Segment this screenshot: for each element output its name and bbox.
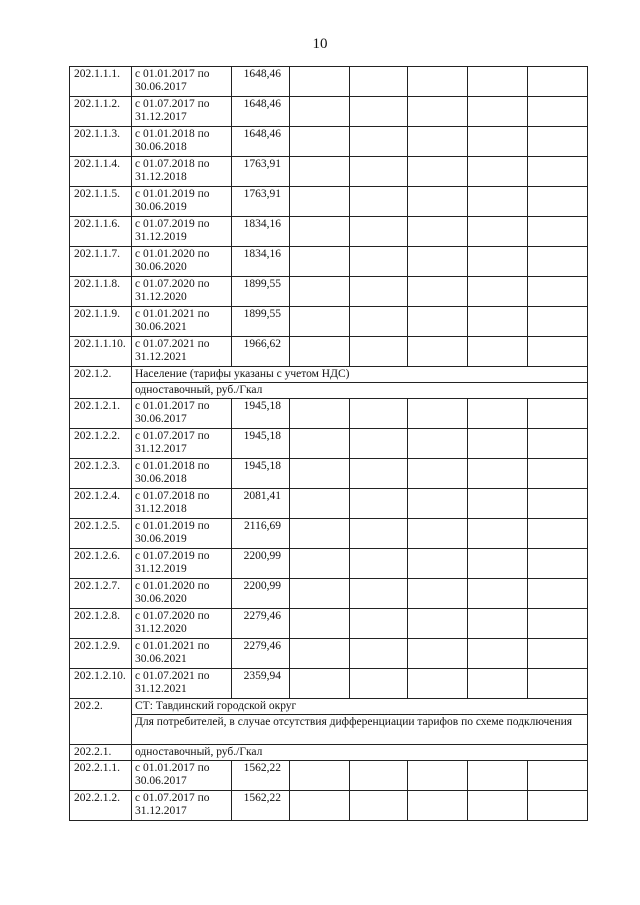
empty-cell: [408, 489, 468, 519]
row-code: 202.1.1.3.: [70, 127, 132, 157]
table-row: [70, 247, 588, 277]
row-period: с 01.01.2020 по 30.06.2020: [132, 247, 232, 277]
empty-cell: [528, 67, 588, 97]
row-period: с 01.07.2019 по 31.12.2019: [132, 549, 232, 579]
row-period: с 01.01.2018 по 30.06.2018: [132, 459, 232, 489]
row-value: 1763,91: [232, 157, 290, 187]
empty-cell: [408, 67, 468, 97]
empty-cell: [408, 579, 468, 609]
empty-cell: [290, 459, 350, 489]
empty-cell: [350, 217, 408, 247]
empty-cell: [528, 459, 588, 489]
row-period: с 01.07.2017 по 31.12.2017: [132, 429, 232, 459]
row-value: 1648,46: [232, 67, 290, 97]
empty-cell: [468, 669, 528, 699]
table-row: [70, 459, 588, 489]
table-row: [70, 97, 588, 127]
empty-cell: [290, 609, 350, 639]
row-code: 202.1.2.1.: [70, 399, 132, 429]
row-value: 1562,22: [232, 761, 290, 791]
empty-cell: [408, 277, 468, 307]
empty-cell: [290, 519, 350, 549]
empty-cell: [290, 639, 350, 669]
empty-cell: [350, 399, 408, 429]
empty-cell: [468, 307, 528, 337]
table-row: [70, 307, 588, 337]
empty-cell: [408, 307, 468, 337]
section-code: 202.2.: [70, 699, 132, 745]
empty-cell: [468, 579, 528, 609]
empty-cell: [468, 429, 528, 459]
section-subtitle: одноставочный, руб./Гкал: [132, 383, 588, 399]
empty-cell: [350, 337, 408, 367]
empty-cell: [528, 307, 588, 337]
empty-cell: [468, 187, 528, 217]
empty-cell: [468, 217, 528, 247]
empty-cell: [290, 67, 350, 97]
empty-cell: [350, 247, 408, 277]
table-row: [70, 761, 588, 791]
section-subtitle: Для потребителей, в случае отсутствия дифференциации тарифов по схеме подключения: [132, 715, 588, 745]
row-value: 1945,18: [232, 459, 290, 489]
row-value: 1648,46: [232, 127, 290, 157]
row-period: с 01.01.2019 по 30.06.2019: [132, 187, 232, 217]
row-period: с 01.07.2020 по 31.12.2020: [132, 609, 232, 639]
empty-cell: [408, 519, 468, 549]
empty-cell: [528, 639, 588, 669]
row-value: 1945,18: [232, 399, 290, 429]
row-value: 2200,99: [232, 549, 290, 579]
empty-cell: [408, 337, 468, 367]
empty-cell: [290, 187, 350, 217]
empty-cell: [408, 217, 468, 247]
empty-cell: [350, 187, 408, 217]
empty-cell: [528, 97, 588, 127]
empty-cell: [290, 217, 350, 247]
empty-cell: [408, 429, 468, 459]
section-row-202-2-1: [70, 745, 588, 761]
empty-cell: [350, 459, 408, 489]
empty-cell: [528, 519, 588, 549]
section-title: Население (тарифы указаны с учетом НДС): [132, 367, 588, 383]
section-subtitle-row: [70, 715, 588, 745]
empty-cell: [408, 639, 468, 669]
empty-cell: [350, 429, 408, 459]
row-value: 2279,46: [232, 609, 290, 639]
empty-cell: [468, 791, 528, 821]
empty-cell: [468, 761, 528, 791]
row-code: 202.1.1.2.: [70, 97, 132, 127]
empty-cell: [408, 157, 468, 187]
table-row: [70, 217, 588, 247]
empty-cell: [290, 669, 350, 699]
row-value: 1562,22: [232, 791, 290, 821]
empty-cell: [408, 187, 468, 217]
row-period: с 01.07.2018 по 31.12.2018: [132, 489, 232, 519]
row-code: 202.1.1.5.: [70, 187, 132, 217]
empty-cell: [468, 549, 528, 579]
empty-cell: [408, 549, 468, 579]
row-code: 202.1.1.7.: [70, 247, 132, 277]
row-period: с 01.01.2019 по 30.06.2019: [132, 519, 232, 549]
row-value: 1834,16: [232, 247, 290, 277]
section-row-202-2: [70, 699, 588, 715]
table-row: [70, 549, 588, 579]
row-code: 202.1.1.8.: [70, 277, 132, 307]
row-value: 2081,41: [232, 489, 290, 519]
empty-cell: [408, 609, 468, 639]
empty-cell: [290, 127, 350, 157]
row-code: 202.2.1.2.: [70, 791, 132, 821]
table-row: [70, 791, 588, 821]
empty-cell: [528, 549, 588, 579]
row-code: 202.1.1.9.: [70, 307, 132, 337]
row-code: 202.1.2.2.: [70, 429, 132, 459]
empty-cell: [408, 459, 468, 489]
empty-cell: [350, 277, 408, 307]
empty-cell: [350, 791, 408, 821]
empty-cell: [528, 791, 588, 821]
empty-cell: [528, 761, 588, 791]
row-period: с 01.01.2020 по 30.06.2020: [132, 579, 232, 609]
empty-cell: [528, 217, 588, 247]
empty-cell: [468, 337, 528, 367]
empty-cell: [350, 97, 408, 127]
empty-cell: [468, 489, 528, 519]
empty-cell: [408, 399, 468, 429]
row-period: с 01.07.2020 по 31.12.2020: [132, 277, 232, 307]
empty-cell: [350, 579, 408, 609]
empty-cell: [290, 579, 350, 609]
empty-cell: [290, 399, 350, 429]
row-code: 202.1.2.7.: [70, 579, 132, 609]
tariff-table: [69, 66, 588, 821]
row-code: 202.1.2.3.: [70, 459, 132, 489]
table-row: [70, 519, 588, 549]
row-code: 202.1.2.6.: [70, 549, 132, 579]
table-row: [70, 669, 588, 699]
empty-cell: [290, 277, 350, 307]
empty-cell: [350, 549, 408, 579]
empty-cell: [468, 67, 528, 97]
row-period: с 01.07.2019 по 31.12.2019: [132, 217, 232, 247]
row-period: с 01.07.2021 по 31.12.2021: [132, 337, 232, 367]
row-code: 202.2.1.1.: [70, 761, 132, 791]
row-value: 2279,46: [232, 639, 290, 669]
empty-cell: [528, 247, 588, 277]
empty-cell: [350, 307, 408, 337]
section-code: 202.2.1.: [70, 745, 132, 761]
empty-cell: [350, 669, 408, 699]
table-row: [70, 187, 588, 217]
empty-cell: [350, 519, 408, 549]
empty-cell: [350, 761, 408, 791]
empty-cell: [350, 157, 408, 187]
empty-cell: [290, 489, 350, 519]
empty-cell: [468, 157, 528, 187]
empty-cell: [528, 187, 588, 217]
row-code: 202.1.1.4.: [70, 157, 132, 187]
empty-cell: [408, 761, 468, 791]
table-row: [70, 67, 588, 97]
row-period: с 01.07.2017 по 31.12.2017: [132, 97, 232, 127]
empty-cell: [290, 157, 350, 187]
row-value: 2200,99: [232, 579, 290, 609]
section-code: 202.1.2.: [70, 367, 132, 399]
empty-cell: [528, 489, 588, 519]
row-period: с 01.01.2017 по 30.06.2017: [132, 399, 232, 429]
empty-cell: [408, 669, 468, 699]
row-period: с 01.01.2021 по 30.06.2021: [132, 307, 232, 337]
page-number: 10: [312, 36, 328, 52]
row-value: 2116,69: [232, 519, 290, 549]
section-subtitle-row: [70, 383, 588, 399]
section-title: СТ: Тавдинский городской округ: [132, 699, 588, 715]
row-code: 202.1.2.8.: [70, 609, 132, 639]
row-period: с 01.01.2018 по 30.06.2018: [132, 127, 232, 157]
table-row: [70, 429, 588, 459]
row-period: с 01.01.2021 по 30.06.2021: [132, 639, 232, 669]
row-code: 202.1.2.9.: [70, 639, 132, 669]
empty-cell: [290, 307, 350, 337]
row-code: 202.1.1.6.: [70, 217, 132, 247]
row-value: 1966,62: [232, 337, 290, 367]
empty-cell: [408, 97, 468, 127]
empty-cell: [528, 277, 588, 307]
empty-cell: [350, 639, 408, 669]
empty-cell: [290, 337, 350, 367]
table-row: [70, 127, 588, 157]
empty-cell: [468, 639, 528, 669]
empty-cell: [350, 67, 408, 97]
empty-cell: [408, 127, 468, 157]
empty-cell: [468, 247, 528, 277]
empty-cell: [468, 519, 528, 549]
table-row: [70, 337, 588, 367]
empty-cell: [468, 277, 528, 307]
row-code: 202.1.2.5.: [70, 519, 132, 549]
row-code: 202.1.1.10.: [70, 337, 132, 367]
empty-cell: [528, 579, 588, 609]
table-row: [70, 639, 588, 669]
row-period: с 01.07.2021 по 31.12.2021: [132, 669, 232, 699]
empty-cell: [528, 399, 588, 429]
empty-cell: [468, 97, 528, 127]
row-code: 202.1.1.1.: [70, 67, 132, 97]
empty-cell: [528, 127, 588, 157]
row-value: 1648,46: [232, 97, 290, 127]
empty-cell: [350, 127, 408, 157]
empty-cell: [290, 761, 350, 791]
empty-cell: [290, 247, 350, 277]
row-value: 1834,16: [232, 217, 290, 247]
row-period: с 01.07.2018 по 31.12.2018: [132, 157, 232, 187]
table-row: [70, 399, 588, 429]
empty-cell: [290, 549, 350, 579]
row-period: с 01.07.2017 по 31.12.2017: [132, 791, 232, 821]
empty-cell: [528, 609, 588, 639]
tariff-table-body: [70, 67, 588, 821]
table-row: [70, 277, 588, 307]
empty-cell: [468, 127, 528, 157]
row-value: 1899,55: [232, 277, 290, 307]
row-value: 2359,94: [232, 669, 290, 699]
empty-cell: [290, 429, 350, 459]
row-code: 202.1.2.10.: [70, 669, 132, 699]
table-row: [70, 157, 588, 187]
empty-cell: [468, 459, 528, 489]
empty-cell: [468, 399, 528, 429]
empty-cell: [468, 609, 528, 639]
empty-cell: [528, 337, 588, 367]
table-row: [70, 579, 588, 609]
row-code: 202.1.2.4.: [70, 489, 132, 519]
table-row: [70, 489, 588, 519]
empty-cell: [408, 247, 468, 277]
empty-cell: [528, 669, 588, 699]
row-value: 1899,55: [232, 307, 290, 337]
section-title: одноставочный, руб./Гкал: [132, 745, 588, 761]
section-row-202-1-2: [70, 367, 588, 383]
row-period: с 01.01.2017 по 30.06.2017: [132, 761, 232, 791]
empty-cell: [350, 609, 408, 639]
empty-cell: [408, 791, 468, 821]
row-value: 1945,18: [232, 429, 290, 459]
row-period: с 01.01.2017 по 30.06.2017: [132, 67, 232, 97]
table-row: [70, 609, 588, 639]
row-value: 1763,91: [232, 187, 290, 217]
empty-cell: [528, 157, 588, 187]
empty-cell: [290, 791, 350, 821]
empty-cell: [528, 429, 588, 459]
empty-cell: [290, 97, 350, 127]
empty-cell: [350, 489, 408, 519]
